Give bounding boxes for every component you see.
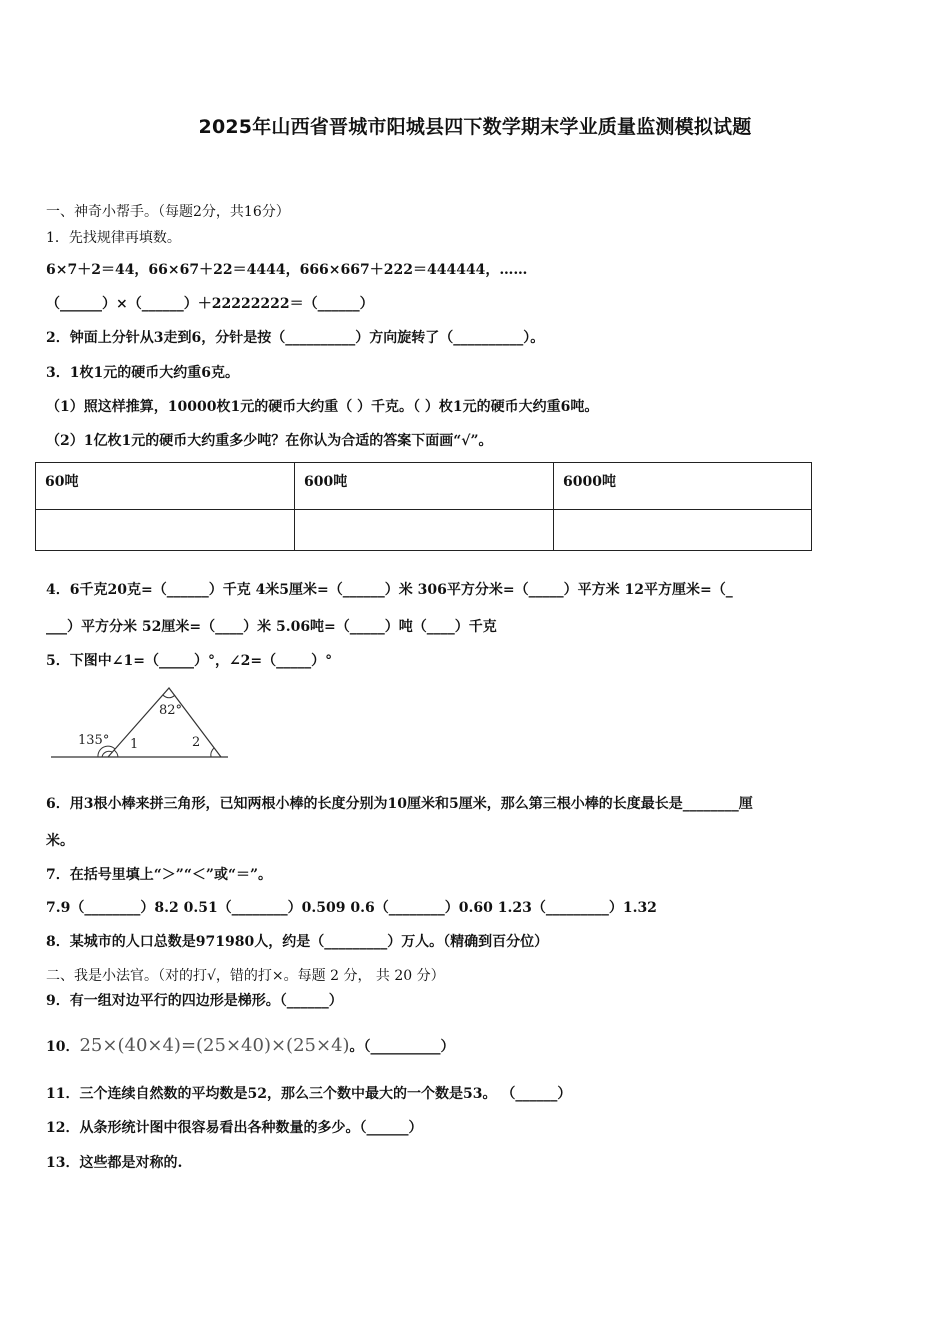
section-1-heading: 一、神奇小帮手。（每题2分，共16分） (46, 204, 290, 220)
option-cell: 60吨 (36, 463, 295, 510)
q11: 11．三个连续自然数的平均数是52，那么三个数中最大的一个数是53。 （______） (46, 1086, 572, 1102)
q10-blank: 。（__________） (349, 1039, 455, 1055)
q1-blank: （______）×（______）＋22222222＝（______） (46, 296, 374, 312)
q3-part2: （2）1亿枚1元的硬币大约重多少吨？在你认为合适的答案下面画“√”。 (46, 433, 493, 449)
page-title: 2025年山西省晋城市阳城县四下数学期末学业质量监测模拟试题 (198, 116, 752, 138)
q7-stem: 7．在括号里填上“＞”“＜”或“＝”。 (46, 867, 273, 883)
option-cell: 600吨 (295, 463, 554, 510)
q1-stem: 1．先找规律再填数。 (46, 230, 181, 246)
q5-stem: 5．下图中∠1=（_____）°，∠2=（_____）° (46, 653, 333, 669)
section-2-heading: 二、我是小法官。（对的打√，错的打×。每题 2 分， 共 20 分） (46, 968, 445, 984)
q6-line1: 6．用3根小棒来拼三角形，已知两根小棒的长度分别为10厘米和5厘米，那么第三根小棒的长度最长是________厘 (46, 796, 753, 812)
answer-option-table (35, 462, 812, 551)
option-cell: 6000吨 (554, 463, 812, 510)
check-cell[interactable] (554, 510, 812, 551)
q10-formula: 25×(40×4)=(25×40)×(25×4) (79, 1035, 350, 1056)
angle-82-label: 82° (159, 703, 183, 718)
check-cell[interactable] (36, 510, 295, 551)
q7-items: 7.9（________）8.2 0.51（________）0.509 0.6（________）0.60 1.23（_________）1.32 (46, 900, 657, 916)
triangle-figure (46, 682, 236, 764)
q3-part1: （1）照这样推算，10000枚1元的硬币大约重（ ）千克。（ ）枚1元的硬币大约重6吨。 (46, 399, 599, 415)
q13: 13．这些都是对称的. (46, 1155, 183, 1171)
angle-1-label: 1 (130, 737, 139, 752)
q3-stem: 3．1枚1元的硬币大约重6克。 (46, 365, 239, 381)
q4-line1: 4．6千克20克=（______）千克 4米5厘米=（______）米 306平方分米=（_____）平方米 12平方厘米=（_ (46, 582, 733, 598)
q10 (46, 1026, 455, 1067)
q4-line2: ___）平方分米 52厘米=（____）米 5.06吨=（_____）吨（____）千克 (46, 619, 497, 635)
angle-2-label: 2 (192, 735, 201, 750)
check-cell[interactable] (295, 510, 554, 551)
q2: 2．钟面上分针从3走到6，分针是按（__________）方向旋转了（__________）。 (46, 330, 545, 346)
q12: 12．从条形统计图中很容易看出各种数量的多少。（______） (46, 1120, 423, 1136)
q6-line2: 米。 (46, 833, 74, 849)
q8: 8．某城市的人口总数是971980人，约是（_________）万人。（精确到百分位） (46, 934, 549, 950)
angle-135-label: 135° (78, 733, 110, 748)
q1-pattern: 6×7＋2＝44，66×67＋22＝4444，666×667＋222＝444444，…… (46, 262, 528, 278)
q10-number: 10． (46, 1039, 80, 1055)
q9: 9．有一组对边平行的四边形是梯形。（______） (46, 993, 343, 1009)
